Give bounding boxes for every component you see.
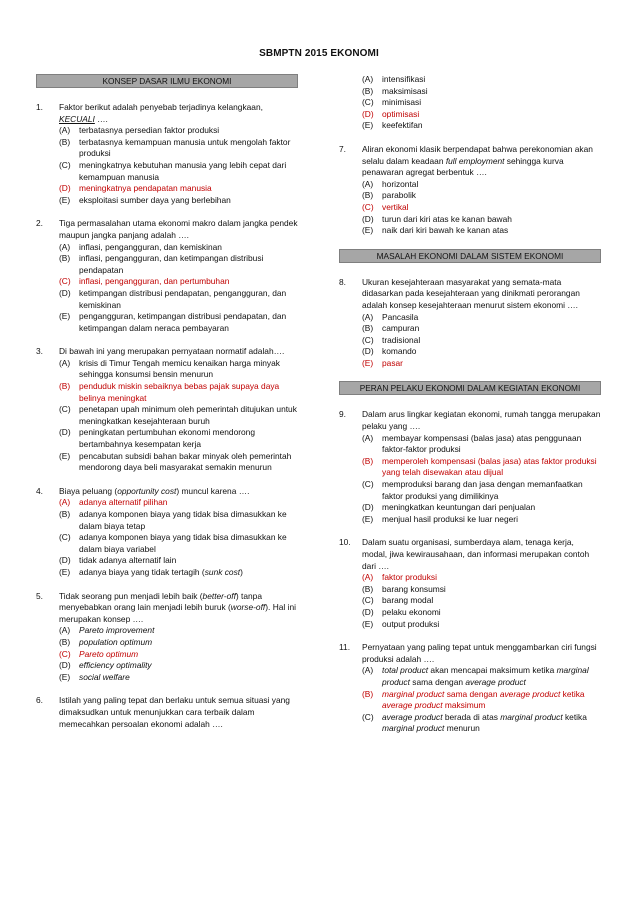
option-a[interactable]: (A) terbatasnya persedian faktor produksi: [59, 125, 220, 136]
option-e[interactable]: (E) pengangguran, ketimpangan distribusi pendapatan, dan ketimpangan dalam neraca pembayaran: [59, 311, 287, 333]
option-b-correct[interactable]: (B) marginal product sama dengan average product ketika average product maksimum: [362, 688, 585, 711]
question-number: 2.: [36, 218, 43, 229]
option-d[interactable]: (D) pelaku ekonomi: [362, 606, 441, 617]
right-column: [339, 74, 601, 747]
option-d-correct[interactable]: (D) meningkatnya pendapatan manusia: [59, 183, 212, 194]
question-3: [36, 346, 298, 474]
option-d[interactable]: (D) peningkatan pertumbuhan ekonomi mendorong bertambahnya kesempatan kerja: [59, 427, 255, 450]
section-header-masalah: MASALAH EKONOMI DALAM SISTEM EKONOMI: [339, 249, 601, 263]
option-e[interactable]: (E) eksploitasi sumber daya yang berlebihan: [59, 194, 231, 205]
option-d[interactable]: (D) komando: [362, 346, 417, 357]
question-text: Pernyataan yang paling tepat untuk menggambarkan ciri fungsi produksi adalah ….: [362, 642, 597, 664]
question-number: 6.: [36, 695, 43, 706]
option-e[interactable]: (E) pencabutan subsidi bahan bakar minyak oleh pemerintah mendorong daya beli masyarakat semakin menurun: [59, 450, 292, 473]
option-d[interactable]: (D) tidak adanya alternatif lain: [59, 555, 177, 566]
question-text: Istilah yang paling tepat dan berlaku untuk semua situasi yang dimaksudkan untuk menunjukkan cara terbaik dalam memecahkan persoalan ekonomi adalah ….: [59, 695, 290, 729]
question-text: Ukuran kesejahteraan masyarakat yang semata-mata didasarkan pada kesejahteraan yang dinikmati perorangan adalah konsep kesejahteraan menurut sistem ekonomi ….: [362, 276, 580, 310]
option-a[interactable]: (A) inflasi, pengangguran, dan kemiskinan: [59, 241, 222, 252]
option-e[interactable]: (E) social welfare: [59, 671, 130, 682]
question-text: Tidak seorang pun menjadi lebih baik (better-off) tanpa menyebabkan orang lain menjadi lebih buruk (worse-off). Hal ini merupakan konsep ….: [59, 590, 296, 624]
option-b[interactable]: (B) population optimum: [59, 636, 153, 647]
option-a[interactable]: (A) total product akan mencapai maksimum ketika marginal product sama dengan average product: [362, 665, 589, 687]
question-text: Di bawah ini yang merupakan pernyataan normatif adalah….: [59, 346, 285, 357]
question-text: Dalam arus lingkar kegiatan ekonomi, rumah tangga merupakan pelaku yang ….: [362, 409, 601, 432]
option-d[interactable]: (D) turun dari kiri atas ke kanan bawah: [362, 213, 512, 224]
section-header-peran: PERAN PELAKU EKONOMI DALAM KEGIATAN EKONOMI: [339, 381, 601, 395]
option-a[interactable]: (A) Pancasila: [362, 311, 419, 322]
left-column: [36, 74, 298, 742]
option-b-correct[interactable]: (B) memperoleh kompensasi (balas jasa) atas faktor produksi yang telah disewakan atau dijual: [362, 455, 597, 478]
option-a-correct[interactable]: (A) faktor produksi: [362, 572, 437, 583]
option-a[interactable]: (A) horizontal: [362, 178, 419, 189]
option-e[interactable]: (E) menjual hasil produksi ke luar negeri: [362, 513, 518, 524]
question-number: 1.: [36, 102, 43, 112]
question-9: [339, 409, 601, 525]
option-c[interactable]: (C) barang modal: [362, 595, 434, 606]
option-c[interactable]: (C) meningkatnya kebutuhan manusia yang lebih cepat dari kemampuan manusia: [59, 159, 287, 182]
question-6-options: [362, 74, 601, 132]
question-4: [36, 486, 298, 579]
option-d[interactable]: (D) meningkatkan keuntungan dari penjualan: [362, 502, 536, 513]
question-text: Faktor berikut adalah penyebab terjadinya kelangkaan, KECUALI ….: [59, 102, 263, 124]
question-text: Dalam suatu organisasi, sumberdaya alam, tenaga kerja, modal, jiwa kewirausahaan, dan informasi merupakan contoh dari ….: [362, 537, 590, 571]
question-8: [339, 277, 601, 370]
question-text: Tiga permasalahan utama ekonomi makro dalam jangka pendek maupun jangka panjang adalah ….: [59, 218, 298, 240]
option-b[interactable]: (B) parabolik: [362, 190, 416, 201]
question-11: [339, 642, 601, 735]
option-e-correct[interactable]: (E) pasar: [362, 357, 403, 368]
option-e[interactable]: (E) adanya biaya yang tidak tertagih (sunk cost): [59, 566, 243, 577]
page-title: SBMPTN 2015 EKONOMI: [259, 48, 379, 59]
option-b-correct[interactable]: (B) penduduk miskin sebaiknya bebas pajak supaya daya belinya meningkat: [59, 381, 280, 403]
question-number: 3.: [36, 346, 43, 357]
question-2: [36, 218, 298, 334]
question-number: 4.: [36, 485, 43, 496]
option-c[interactable]: (C) memproduksi barang dan jasa dengan memanfaatkan faktor produksi yang dimilikinya: [362, 479, 583, 501]
option-c-correct[interactable]: (C) inflasi, pengangguran, dan pertumbuhan: [59, 276, 230, 287]
option-d-correct[interactable]: (D) optimisasi: [362, 108, 420, 119]
option-b[interactable]: (B) adanya komponen biaya yang tidak bisa dimasukkan ke dalam biaya tetap: [59, 509, 287, 531]
question-6: [36, 695, 298, 730]
option-b[interactable]: (B) campuran: [362, 323, 420, 334]
option-a[interactable]: (A) Pareto improvement: [59, 625, 155, 636]
option-c-correct[interactable]: (C) Pareto optimum: [59, 648, 139, 659]
option-e[interactable]: (E) naik dari kiri bawah ke kanan atas: [362, 225, 509, 236]
question-number: 11.: [339, 642, 351, 653]
option-e[interactable]: (E) keefektifan: [362, 120, 423, 131]
option-a[interactable]: (A) krisis di Timur Tengah memicu kenaikan harga minyak sehingga konsumsi bensin menurun: [59, 357, 280, 380]
option-b[interactable]: (B) maksimisasi: [362, 85, 428, 96]
option-c[interactable]: (C) adanya komponen biaya yang tidak bisa dimasukkan ke dalam biaya variabel: [59, 532, 287, 554]
question-7: [339, 144, 601, 237]
option-c[interactable]: (C) average product berada di atas marginal product ketika marginal product menurun: [362, 711, 587, 734]
section-header-konsep: KONSEP DASAR ILMU EKONOMI: [36, 74, 298, 88]
option-c[interactable]: (C) minimisasi: [362, 97, 422, 108]
question-number: 5.: [36, 590, 43, 601]
option-b[interactable]: (B) terbatasnya kemampuan manusia untuk mengolah faktor produksi: [59, 136, 291, 159]
option-d[interactable]: (D) efficiency optimality: [59, 660, 152, 671]
option-b[interactable]: (B) inflasi, pengangguran, dan ketimpangan distribusi pendapatan: [59, 253, 264, 275]
option-d[interactable]: (D) ketimpangan distribusi pendapatan, pengangguran, dan kemiskinan: [59, 287, 287, 310]
option-a[interactable]: (A) intensifikasi: [362, 74, 426, 84]
option-c[interactable]: (C) penetapan upah minimum oleh pemerintah ditujukan untuk meningkatkan kesejahteraan buruh: [59, 404, 297, 426]
option-c-correct[interactable]: (C) vertikal: [362, 201, 409, 212]
question-number: 10.: [339, 537, 351, 548]
option-b[interactable]: (B) barang konsumsi: [362, 583, 446, 594]
question-text: Aliran ekonomi klasik berpendapat bahwa perekonomian akan selalu dalam keadaan full employment sehingga kurva penawaran agregat berbentuk ….: [362, 143, 593, 178]
option-a-correct[interactable]: (A) adanya alternatif pilihan: [59, 497, 168, 508]
question-text: Biaya peluang (opportunity cost) muncul karena ….: [59, 485, 250, 496]
question-1: [36, 102, 298, 206]
option-a[interactable]: (A) membayar kompensasi (balas jasa) atas penggunaan faktor-faktor produksi: [362, 432, 582, 455]
question-number: 8.: [339, 276, 346, 287]
option-e[interactable]: (E) output produksi: [362, 618, 440, 629]
question-10: [339, 537, 601, 630]
question-number: 7.: [339, 143, 346, 154]
option-c[interactable]: (C) tradisional: [362, 334, 421, 345]
question-5: [36, 591, 298, 684]
question-number: 9.: [339, 409, 346, 420]
